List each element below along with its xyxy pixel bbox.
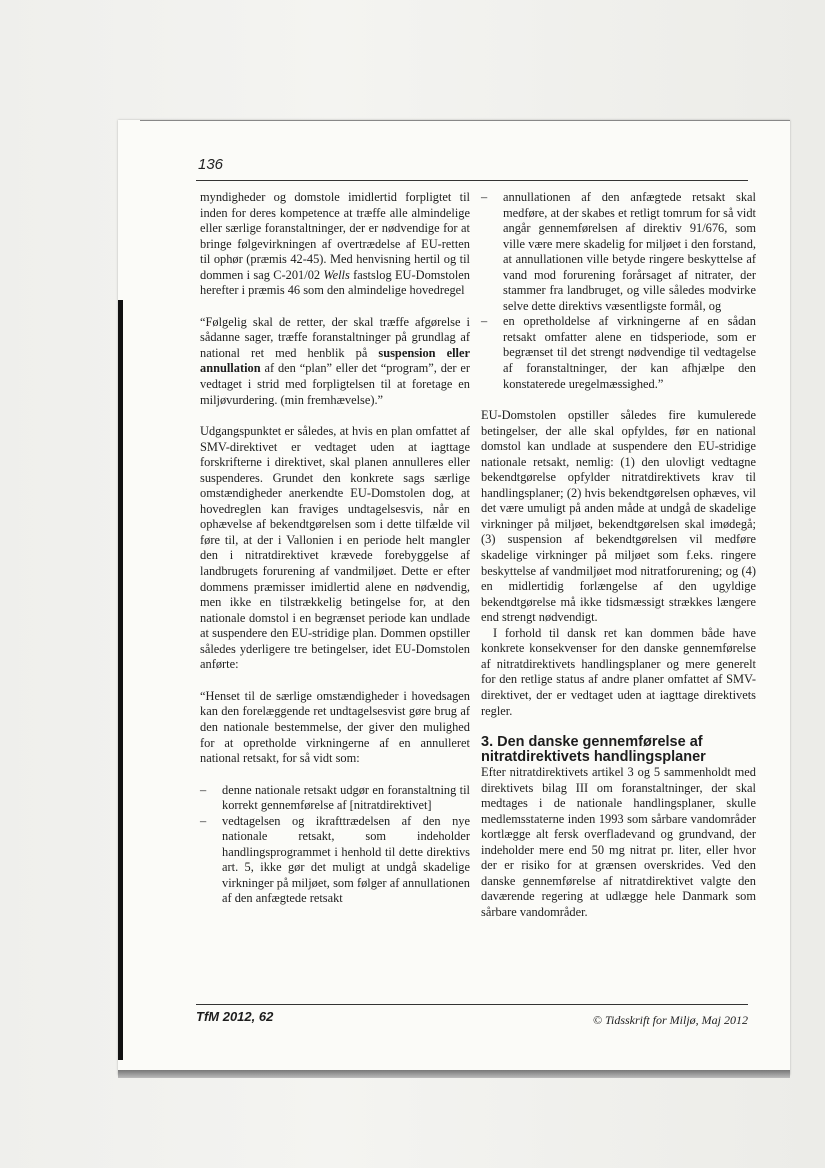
right-column [481,190,756,921]
list-item: – en opretholdelse af virkningerne af en sådan retsakt omfatter alene en tidsperiode, som er begrænset til det strengt nødvendige til vedtagelse af foranstaltninger, der kan afhjælpe den konstaterede uregelmæssighed.” [481,314,756,391]
footer-rule [196,1004,748,1005]
paragraph: I forhold til dansk ret kan dommen både have konkrete konsekvenser for den danske gennemførelse af nitratdirektivets handlingsplaner og mere generelt for den retlige status af andre planer omfattet af SMV-direktivet, der er vedtaget uden at iagttage direktivets regler. [481,625,756,718]
journal-citation: TfM 2012, 62 [196,1009,274,1024]
paragraph: Udgangspunktet er således, at hvis en plan omfattet af SMV-direktivet er vedtaget uden at iagttage forskrifterne i direktivet, skal planen annulleres eller suspenderes. Grundet den konkrete sags særlige omstændigheder anerkendte EU-Domstolen dog, at hovedreglen kan fraviges undtagelsesvis, når en ophævelse af bekendtgørelsen som i dette tilfælde vil føre til, at der i Vallonien i en periode helt mangler den i nitratdirektivet krævede forebyggelse af landbrugets forurening af vandmiljøet. Dette er efter dommens præmisser imidlertid alene en nødvendig, men ikke en tilstrækkelig betingelse for, at den nationale domstol i en begrænset periode kan undlade at suspendere den EU-stridige plan. Dommen opstiller således yderligere tre betingelser, idet EU-Domstolen anførte: [200,424,470,672]
section-heading: 3. Den danske gennemførelse af nitratdirektivets handlingsplaner [481,734,706,766]
copyright-notice: © Tidsskrift for Miljø, Maj 2012 [592,1013,748,1027]
list-item: – vedtagelsen og ikrafttrædelsen af den nye nationale retsakt, som indeholder handlingsprogrammet i henhold til dette direktivs art. 5, ikke gør det muligt at undgå skadelige virkninger på miljøet, som følger af annullationen af den anfægtede retsakt [200,813,470,906]
condition-list [481,190,756,392]
paragraph: EU-Domstolen opstiller således fire kumulerede betingelser, der alle skal opfyldes, før en national domstol kan undlade at suspendere den EU-stridige nationale retsakt, nemlig: (1) den ulovligt vedtagne bekendtgørelse opfylder nitratdirektivets krav til handlingsplaner; (2) hvis bekendtgørelsen ophæves, vil det være umuligt på anden måde at undgå de skadelige virkninger på miljøet, bekendtgørelsen skal imødegå; (3) suspension af bekendtgørelsen vil medføre skadelige virkninger på miljøet som f.eks. ringere beskyttelse af vandmiljøet mod nitratforurening; og (4) en midlertidig forlængelse af den ugyldige bekendtgørelse må ikke tidsmæssigt strækkes længere end strengt nødvendigt. [481,408,756,625]
condition-list [200,783,470,907]
emphasis: suspension eller annullation [200,345,470,376]
page-bottom-edge-shadow [118,1070,790,1078]
quote: “Følgelig skal de retter, der skal træffe afgørelse i sådanne sager, træffe foranstaltninger på grundlag af national ret med henblik på suspension eller annullation af den “plan” eller det “program”, der er vedtaget i strid med forpligtelsen til at foretage en miljøvurdering. (min fremhævelse).” [200,314,470,407]
paragraph: myndigheder og domstole imidlertid forpligtet til inden for deres kompetence at træffe alle almindelige eller særlige foranstaltninger, der er nødvendige for at bringe følgevirkningen af overtrædelse af EU-retten til ophør (præmis 42-45). Med henvisning hertil og til dommen i sag C-201/02 Wells fastslog EU-Domstolen herefter i præmis 46 som den almindelige hovedregel [200,190,470,298]
page-top-edge [140,120,790,121]
page-left-edge-shadow [118,300,123,1060]
paragraph: Efter nitratdirektivets artikel 3 og 5 sammenholdt med direktivets bilag III om foranstaltninger, der skal medtages i de nationale handlingsplaner, skulle medlemsstaterne inden 1993 som sårbare vandområder kortlægge alt fersk overfladevand og grundvand, der indeholder mere end 50 mg nitrat pr. liter, eller hvor der er risiko for at grænsen overskrides. Ved den danske gennemførelse af nitratdirektivet valgte den daværende regering at udlægge hele Danmark som sårbare vandområder. [481,765,756,919]
list-item: – annullationen af den anfægtede retsakt skal medføre, at der skabes et retligt tomrum for så vidt angår gennemførelsen af direktiv 91/676, som ville være mere skadelig for miljøet i den forstand, at annullationen ville betyde ringere beskyttelse af vand mod forurening forårsaget af nitrater, der stammer fra landbruget, og ville således modvirke selve dette direktivs væsentligste formål, og [481,190,756,313]
case-name: Wells [323,267,350,282]
left-column [200,190,470,907]
quote: “Henset til de særlige omstændigheder i hovedsagen kan den forelæggende ret undtagelsesvist gøre brug af den nationale bestemmelse, der giver den mulighed for at opretholde virkningerne af en annulleret national retsakt, for så vidt som: [200,688,470,766]
header-rule [196,180,748,181]
page-number: 136 [198,156,224,173]
list-item: – denne nationale retsakt udgør en foranstaltning til korrekt gennemførelse af [nitratdirektivet] [200,782,470,813]
